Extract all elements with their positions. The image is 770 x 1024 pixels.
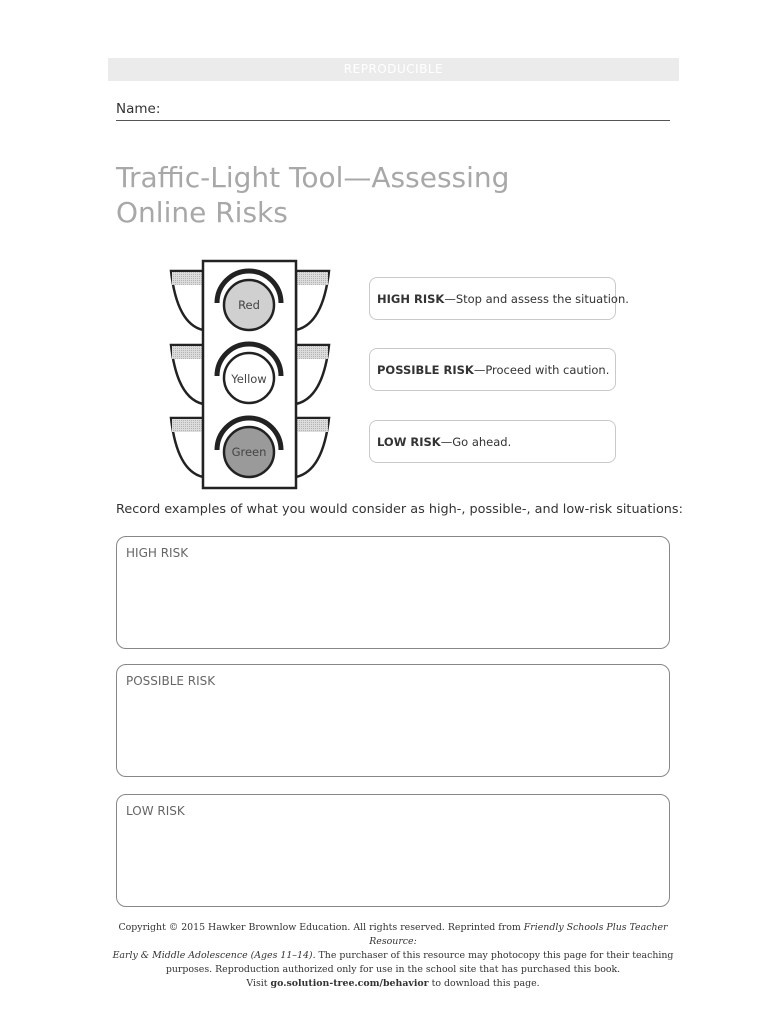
footer-book-title: Friendly Schools Plus Teacher Resource:: [369, 922, 668, 947]
footer-download: to download this page.: [428, 978, 540, 989]
page-title: [116, 160, 509, 230]
high-risk-legend: [369, 277, 629, 320]
high-risk-entry-label: HIGH RISK: [126, 546, 189, 560]
high-risk-term: HIGH RISK: [377, 292, 445, 306]
copyright-footer: [100, 921, 686, 991]
name-label: Name:: [116, 101, 161, 117]
green-light-label: Green: [231, 445, 267, 459]
visor-right-middle: [296, 345, 329, 404]
possible-risk-entry-label: POSSIBLE RISK: [126, 674, 216, 688]
reproducible-banner: REPRODUCIBLE: [108, 58, 679, 81]
traffic-light-illustration: [165, 258, 335, 490]
visor-left-top: [171, 271, 203, 330]
visor-right-top: [296, 271, 329, 330]
low-risk-legend: [369, 420, 616, 463]
possible-risk-entry-box[interactable]: [116, 664, 670, 777]
footer-permission: . The purchaser of this resource may photocopy this page for their teaching: [312, 950, 674, 961]
low-risk-entry-box[interactable]: [116, 794, 670, 907]
footer-url-link[interactable]: go.solution-tree.com/behavior: [270, 978, 429, 989]
footer-visit: Visit: [246, 978, 271, 989]
yellow-light-label: Yellow: [231, 372, 267, 386]
footer-authorization: purposes. Reproduction authorized only for use in the school site that has purchased this book.: [165, 964, 621, 975]
footer-copyright: Copyright © 2015 Hawker Brownlow Education. All rights reserved. Reprinted from: [118, 922, 524, 933]
possible-risk-desc: —Proceed with caution.: [473, 363, 610, 377]
low-risk-desc: —Go ahead.: [440, 435, 512, 449]
visor-right-bottom: [296, 418, 329, 477]
title-line-2: Online Risks: [116, 196, 288, 229]
high-risk-desc: —Stop and assess the situation.: [444, 292, 629, 306]
title-line-1: Traffic-Light Tool—Assessing: [116, 161, 510, 194]
footer-book-subtitle: Early & Middle Adolescence (Ages 11–14): [112, 950, 313, 961]
high-risk-entry-box[interactable]: [116, 536, 670, 649]
red-light-label: Red: [238, 298, 260, 312]
possible-risk-term: POSSIBLE RISK: [377, 363, 474, 377]
visor-left-middle: [171, 345, 203, 404]
possible-risk-legend: [369, 348, 616, 391]
instructions-text: Record examples of what you would consider as high-, possible-, and low-risk situations:: [116, 502, 683, 517]
visor-left-bottom: [171, 418, 203, 477]
name-field[interactable]: [116, 98, 670, 121]
low-risk-entry-label: LOW RISK: [126, 804, 185, 818]
low-risk-term: LOW RISK: [377, 435, 441, 449]
